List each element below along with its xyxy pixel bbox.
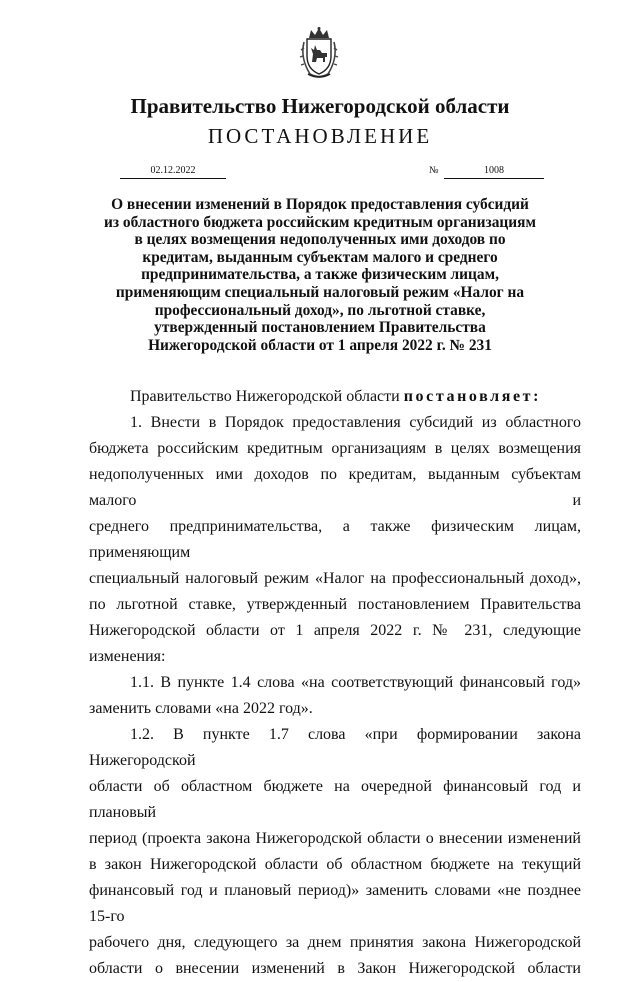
item-1-line: бюджета российским кредитным организациям в целях возмещения [89, 440, 581, 457]
subject-line: из областного бюджета российским кредитным организациям [104, 213, 536, 231]
subject-line: в целях возмещения недополученных ими доходов по [134, 231, 506, 249]
item-1-line: Нижегородской области от 1 апреля 2022 г. № 231, следующие изменения: [89, 622, 581, 665]
item-1-line: недополученных ими доходов по кредитам, выданным субъектам малого и [89, 466, 581, 509]
subject-line: О внесении изменений в Порядок предоставления субсидий [111, 196, 529, 213]
decree-word: постановляет: [403, 388, 542, 405]
item-1-2-line: области о внесении изменений в Закон Нижегородской области [89, 960, 581, 977]
item-1-2-line: период (проекта закона Нижегородской области о внесении изменений [89, 830, 581, 847]
item-1-2-line: рабочего дня, следующего за днем принятия закона Нижегородской [89, 934, 581, 951]
preamble [89, 384, 581, 410]
item-1-2-line: области об областном бюджете на очередной финансовый год и плановый [89, 778, 581, 821]
number-sign: № [429, 165, 439, 176]
subject-line: профессиональный доход», по льготной ставке, [154, 301, 486, 319]
document-body [89, 384, 581, 982]
item-1-line: среднего предпринимательства, а также физическим лицам, применяющим [89, 518, 581, 561]
item-1-line: специальный налоговый режим «Налог на профессиональный доход», [89, 570, 581, 587]
item-1-2-line: финансовый год и плановый период)» заменить словами «не позднее 15-го [89, 882, 581, 925]
coat-of-arms-icon [298, 26, 340, 80]
item-1-1-line: заменить словами «на 2022 год». [89, 700, 313, 717]
subject-line: применяющим специальный налоговый режим «Налог на [115, 283, 525, 301]
subject-line: Нижегородской области от 1 апреля 2022 г. № 231 [148, 336, 492, 354]
document-date: 02.12.2022 [120, 164, 226, 179]
document-number: 1008 [444, 164, 544, 179]
item-1-line: по льготной ставке, утвержденный постановлением Правительства [89, 596, 581, 613]
government-title: Правительство Нижегородской области [130, 94, 510, 118]
subject-line: кредитам, выданным субъектам малого и среднего [142, 248, 498, 266]
item-1-2-line: в закон Нижегородской области об областном бюджете на текущий [89, 856, 581, 873]
item-1-2-line: 1.2. В пункте 1.7 слова «при формировании закона Нижегородской [89, 726, 581, 769]
document-subject [100, 196, 540, 354]
item-1-line: 1. Внести в Порядок предоставления субсидий из областного [130, 414, 581, 431]
subject-line: утвержденный постановлением Правительства [154, 319, 486, 337]
subject-line: предпринимательства, а также физическим лицам, [141, 266, 499, 284]
preamble-text: Правительство Нижегородской области [130, 388, 404, 405]
item-1-1-line: 1.1. В пункте 1.4 слова «на соответствующий финансовый год» [130, 674, 581, 691]
document-type: ПОСТАНОВЛЕНИЕ [207, 124, 433, 148]
